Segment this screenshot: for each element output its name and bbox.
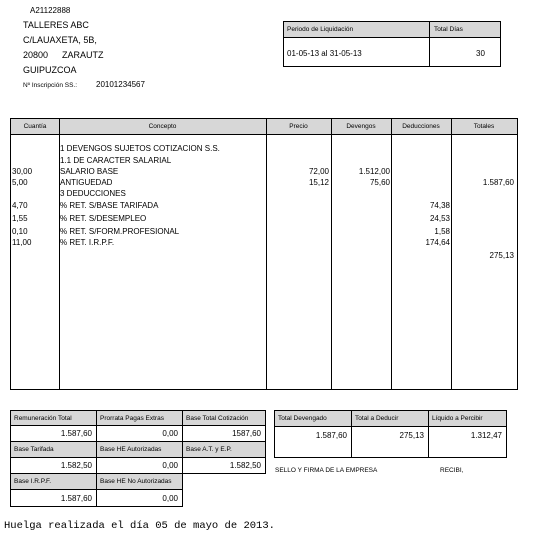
row-qty: 1,55 [12, 214, 28, 223]
row-deducciones: 174,64 [425, 238, 450, 247]
remuneracion-total-label: Remuneración Total [10, 410, 97, 426]
employer-province: GUIPUZCOA [23, 65, 77, 75]
row-totales: 1.587,60 [482, 178, 514, 187]
row-deducciones: 24,53 [429, 214, 450, 223]
table-row [11, 237, 517, 248]
ss-number: 20101234567 [96, 80, 145, 89]
table-row [11, 177, 517, 188]
row-devengos: 75,60 [369, 178, 390, 187]
liquido-percibir-label: Líquido a Percibir [428, 410, 507, 427]
footer-note: Huelga realizada el día 05 de mayo de 2013. [4, 520, 275, 532]
row-devengos: 1.512,00 [358, 167, 390, 176]
col-header-concepto: Concepto [148, 123, 177, 130]
row-price: 72,00 [308, 167, 329, 176]
total-devengado-label: Total Devengado [274, 410, 352, 427]
row-concept: % RET. S/FORM.PROFESIONAL [60, 227, 180, 236]
base-irpf-label: Base I.R.P.F. [10, 473, 97, 490]
table-row [11, 166, 517, 177]
table-row [11, 143, 517, 154]
total-deducir-label: Total a Deducir [351, 410, 429, 427]
row-concept: % RET. I.R.P.F. [60, 238, 115, 247]
received-label: RECIBI, [440, 467, 464, 474]
period-box [283, 21, 501, 67]
row-deducciones: 74,38 [429, 201, 450, 210]
base-tarifada-value: 1.582,50 [10, 457, 97, 474]
remuneracion-total-value: 1.587,60 [10, 425, 97, 442]
base-he-autorizadas-label: Base HE Autorizadas [96, 441, 183, 458]
base-he-no-autorizadas-value: 0,00 [96, 489, 183, 507]
row-price: 15,12 [308, 178, 329, 187]
row-concept: ANTIGUEDAD [60, 178, 113, 187]
row-concept: SALARIO BASE [60, 167, 119, 176]
col-header-totales: Totales [473, 123, 495, 130]
total-deducir-value: 275,13 [351, 426, 429, 458]
col-header-devengos: Devengos [346, 123, 376, 130]
table-row [11, 250, 517, 261]
col-header-deducciones: Deducciones [402, 123, 440, 130]
base-at-ep-label: Base A.T. y E.P. [182, 441, 266, 458]
row-qty: 4,70 [12, 201, 28, 210]
employer-code: A21122888 [30, 6, 71, 15]
table-row [11, 188, 517, 199]
row-qty: 30,00 [12, 167, 33, 176]
row-qty: 0,10 [12, 227, 28, 236]
base-he-no-autorizadas-label: Base HE No Autorizadas [96, 473, 183, 490]
days-value: 30 [476, 49, 485, 58]
table-row [11, 226, 517, 237]
row-totales: 275,13 [489, 251, 514, 260]
period-value: 01-05-13 al 31-05-13 [287, 49, 362, 58]
row-concept: 1 DEVENGOS SUJETOS COTIZACION S.S. [60, 144, 220, 153]
row-concept: 3 DEDUCCIONES [60, 189, 126, 198]
liquido-percibir-value: 1.312,47 [428, 426, 507, 458]
base-at-ep-value: 1.582,50 [182, 457, 266, 474]
employer-city: ZARAUTZ [62, 50, 104, 60]
prorrata-value: 0,00 [96, 425, 183, 442]
table-row [11, 213, 517, 224]
employer-street: C/LAUAXETA, 5B, [23, 35, 97, 45]
row-deducciones: 1,58 [434, 227, 450, 236]
base-total-cotizacion-label: Base Total Cotización [182, 410, 266, 426]
payroll-table [10, 118, 518, 390]
employer-postal-code: 20800 [23, 50, 49, 60]
table-body [11, 143, 517, 264]
days-header: Total Días [434, 26, 463, 33]
col-header-precio: Precio [289, 123, 308, 130]
table-row [11, 155, 517, 166]
table-row [11, 200, 517, 211]
col-header-cuantia: Cuantía [23, 123, 47, 130]
total-devengado-value: 1.587,60 [274, 426, 352, 458]
base-total-cotizacion-value: 1587,60 [182, 425, 266, 442]
row-concept: % RET. S/DESEMPLEO [60, 214, 147, 223]
base-he-autorizadas-value: 0,00 [96, 457, 183, 474]
row-qty: 5,00 [12, 178, 28, 187]
row-concept: % RET. S/BASE TARIFADA [60, 201, 159, 210]
period-header: Periodo de Liquidación [287, 26, 354, 33]
ss-label: Nº Inscripción SS.: [23, 82, 78, 89]
base-tarifada-label: Base Tarifada [10, 441, 97, 458]
base-irpf-value: 1.587,60 [10, 489, 97, 507]
row-qty: 11,00 [12, 238, 32, 247]
company-signature-label: SELLO Y FIRMA DE LA EMPRESA [275, 467, 378, 474]
employer-name: TALLERES ABC [23, 20, 89, 30]
row-concept: 1.1 DE CARACTER SALARIAL [60, 156, 172, 165]
prorrata-label: Prorrata Pagas Extras [96, 410, 183, 426]
